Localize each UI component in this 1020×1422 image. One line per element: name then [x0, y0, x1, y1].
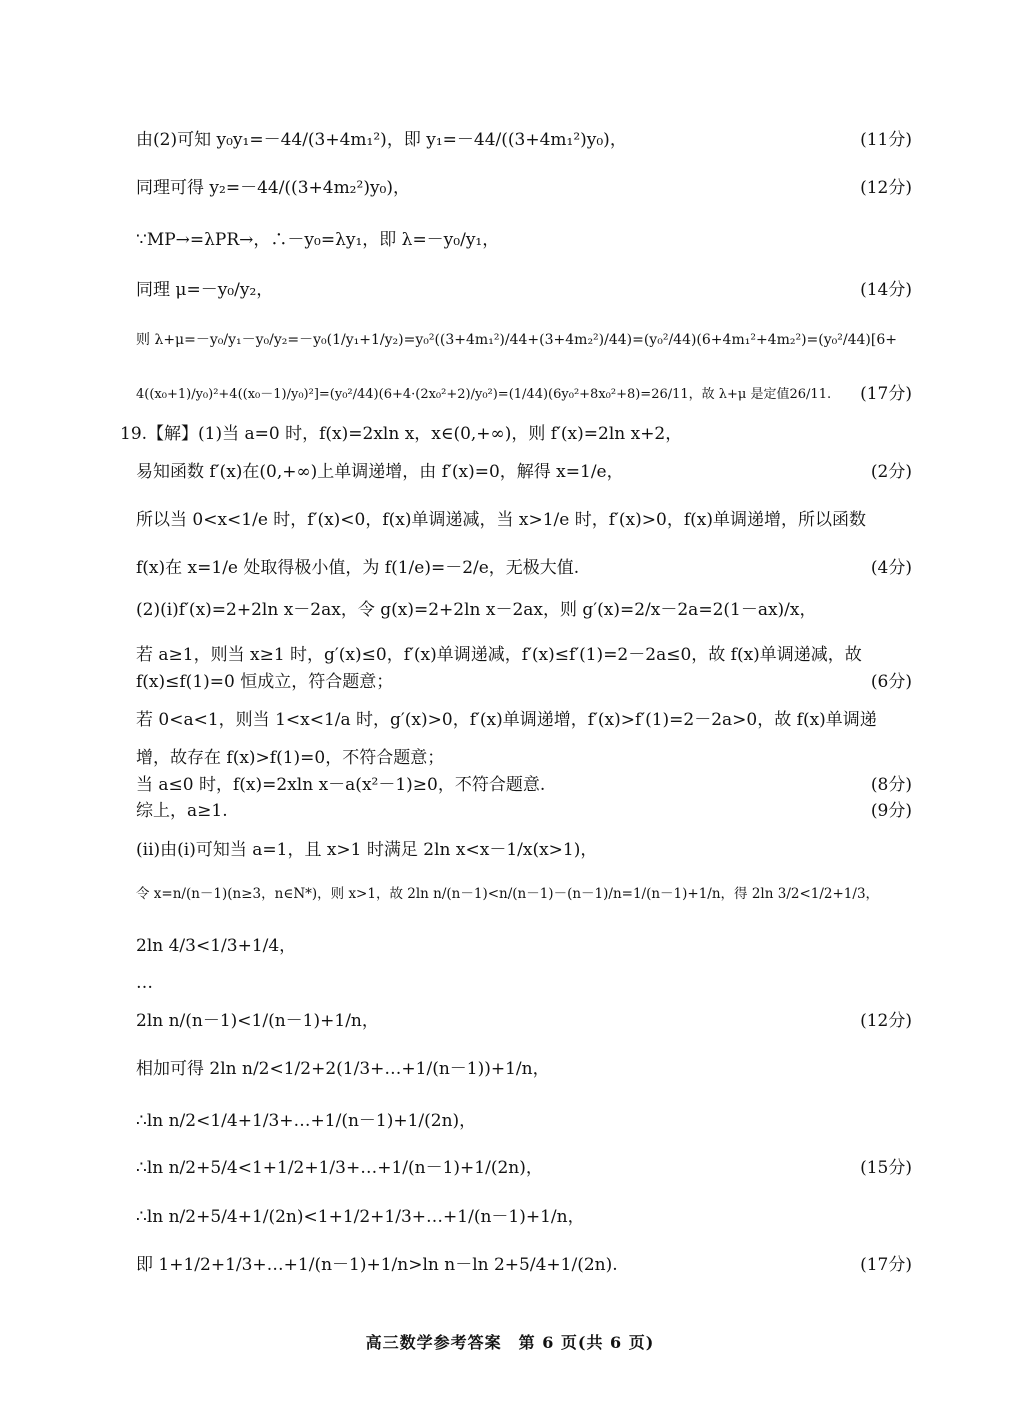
- answer-line: [136, 975, 912, 992]
- line-text: 所以当 0<x<1/e 时，f′(x)<0，f(x)单调递减，当 x>1/e 时，f′(x)>0，f(x)单调递增，所以函数: [136, 510, 866, 530]
- score-mark: (15分): [860, 1158, 912, 1178]
- answer-line: [136, 1013, 912, 1030]
- answer-line: [136, 674, 912, 691]
- answer-line: [136, 602, 912, 619]
- answer-line: [136, 938, 912, 955]
- line-text: 4((x₀+1)/y₀)²+4((x₀－1)/y₀)²]=(y₀²/44)(6+4·(2x₀²+2)/y₀²)=(1/44)(6y₀²+8x₀²+8)=26/11，故 λ+μ 是定值26/11.: [136, 387, 832, 402]
- answer-line: [136, 1113, 912, 1130]
- score-mark: (17分): [860, 1255, 912, 1275]
- score-mark: (6分): [870, 672, 912, 692]
- line-text: ∴ln n/2+5/4+1/(2n)<1+1/2+1/3+…+1/(n－1)+1/n，: [136, 1207, 585, 1227]
- score-mark: (11分): [860, 130, 912, 150]
- answer-line: [136, 132, 912, 149]
- line-text: 2ln 4/3<1/3+1/4，: [136, 936, 297, 956]
- score-mark: (4分): [870, 558, 912, 578]
- line-text: 2ln n/(n－1)<1/(n－1)+1/n，: [136, 1011, 379, 1031]
- line-text: 若 a≥1，则当 x≥1 时，g′(x)≤0，f′(x)单调递减，f′(x)≤f′(1)=2－2a≤0，故 f(x)单调递减，故: [136, 645, 862, 665]
- score-mark: (14分): [860, 280, 912, 300]
- answer-line: [136, 647, 912, 664]
- score-mark: (17分): [860, 384, 912, 404]
- line-text: 当 a≤0 时，f(x)=2xln x－a(x²－1)≥0，不符合题意.: [136, 775, 546, 795]
- answer-line: [136, 777, 912, 794]
- question-heading-line: [120, 426, 912, 443]
- answer-line: [136, 1160, 912, 1177]
- score-mark: (2分): [870, 462, 912, 482]
- line-text: ∴ln n/2<1/4+1/3+…+1/(n－1)+1/(2n)，: [136, 1111, 477, 1131]
- answer-line: [136, 512, 912, 529]
- score-mark: (8分): [870, 775, 912, 795]
- line-text: (ii)由(i)可知当 a=1，且 x>1 时满足 2ln x<x－1/x(x>1)，: [136, 840, 598, 860]
- line-text: 同理 μ=－y₀/y₂，: [136, 280, 274, 300]
- answer-line: [136, 888, 912, 902]
- line-text: (2)(i)f′(x)=2+2ln x－2ax，令 g(x)=2+2ln x－2ax，则 g′(x)=2/x－2a=2(1－ax)/x，: [136, 600, 817, 620]
- page-footer: 高三数学参考答案 第 6 页(共 6 页): [365, 1333, 655, 1352]
- line-text: 则 λ+μ=－y₀/y₁－y₀/y₂=－y₀(1/y₁+1/y₂)=y₀²((3+4m₁²)/44+(3+4m₂²)/44)=(y₀²/44)(6+4m₁²+4m₂²)=(y₀²/44)[6+: [136, 332, 897, 348]
- answer-line: [136, 750, 912, 767]
- line-text: 即 1+1/2+1/3+…+1/(n－1)+1/n>ln n－ln 2+5/4+1/(2n).: [136, 1255, 618, 1275]
- answer-line: [136, 1209, 912, 1226]
- score-mark: (9分): [870, 801, 912, 821]
- line-text: 同理可得 y₂=－44/((3+4m₂²)y₀)，: [136, 178, 411, 198]
- line-text: 相加可得 2ln n/2<1/2+2(1/3+…+1/(n－1))+1/n，: [136, 1059, 550, 1079]
- line-text: f(x)≤f(1)=0 恒成立，符合题意；: [136, 672, 394, 692]
- line-text: 增，故存在 f(x)>f(1)=0，不符合题意；: [136, 748, 445, 768]
- answer-line: [136, 842, 912, 859]
- answer-line: [136, 464, 912, 481]
- line-text: 易知函数 f′(x)在(0,+∞)上单调递增，由 f′(x)=0，解得 x=1/e，: [136, 462, 624, 482]
- line-text: 若 0<a<1，则当 1<x<1/a 时，g′(x)>0，f′(x)单调递增，f′(x)>f′(1)=2－2a>0，故 f(x)单调递: [136, 710, 877, 730]
- line-text: 令 x=n/(n－1)(n≥3，n∈N*)，则 x>1，故 2ln n/(n－1)<n/(n－1)－(n－1)/n=1/(n－1)+1/n，得 2ln 3/2<1/2+1/3，: [136, 886, 880, 902]
- answer-line: [136, 386, 912, 403]
- answer-line: [136, 712, 912, 729]
- answer-line: [136, 1257, 912, 1274]
- line-text: …: [136, 973, 153, 993]
- line-text: f(x)在 x=1/e 处取得极小值，为 f(1/e)=－2/e，无极大值.: [136, 558, 580, 578]
- answer-line: [136, 560, 912, 577]
- score-mark: (12分): [860, 178, 912, 198]
- line-text: 综上，a≥1.: [136, 801, 228, 821]
- answer-line: [136, 282, 912, 299]
- line-text: ∵MP→=λPR→，∴－y₀=λy₁，即 λ=－y₀/y₁，: [136, 230, 500, 250]
- answer-line: [136, 1061, 912, 1078]
- answer-line: [136, 180, 912, 197]
- line-text: 19.【解】(1)当 a=0 时，f(x)=2xln x，x∈(0,+∞)，则 f′(x)=2ln x+2，: [120, 424, 683, 444]
- line-text: 由(2)可知 y₀y₁=－44/(3+4m₁²)，即 y₁=－44/((3+4m₁²)y₀)，: [136, 130, 627, 150]
- answer-line: [136, 803, 912, 820]
- line-text: ∴ln n/2+5/4<1+1/2+1/3+…+1/(n－1)+1/(2n)，: [136, 1158, 543, 1178]
- score-mark: (12分): [860, 1011, 912, 1031]
- answer-line: [136, 232, 912, 249]
- answer-line: [136, 333, 912, 347]
